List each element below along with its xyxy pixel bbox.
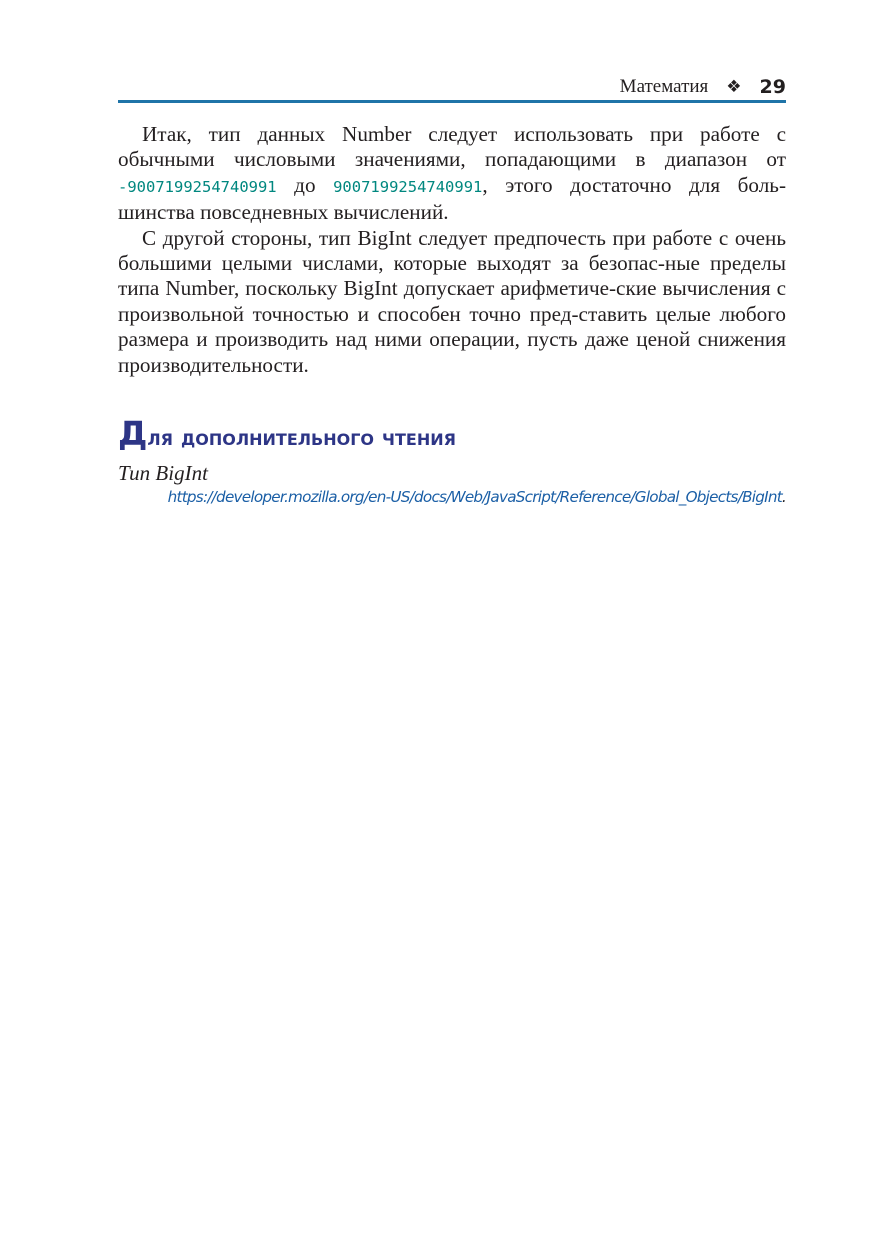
paragraph-bigint-usage: С другой стороны, тип BigInt следует предпочесть при работе с очень большими целыми числами, которые выходят за безопас-ные пределы типа Number, поскольку BigInt допускает арифметиче-ские вычисления с произвольной точностью и способен точно пред-ставить целые любого размера и производить над ними операции, пусть даже ценой снижения производительности.: [118, 225, 786, 377]
running-head: [118, 74, 786, 100]
section-heading: [118, 414, 786, 458]
reference-url-line: [142, 487, 786, 507]
reference-trailing-period: .: [781, 488, 786, 506]
code-min-safe-integer: -9007199254740991: [118, 177, 277, 196]
header-rule: [118, 100, 786, 103]
page-number: 29: [759, 76, 786, 98]
heading-text: ля дополнительного чтения: [147, 425, 456, 451]
code-max-safe-integer: 9007199254740991: [333, 177, 483, 196]
paragraph-text: до: [276, 172, 334, 197]
body-text: [118, 122, 786, 378]
heading-initial: Д: [118, 414, 148, 453]
running-head-title: Математия: [619, 76, 709, 97]
paragraph-number-usage: [118, 122, 786, 226]
reference-link[interactable]: https://developer.mozilla.org/en-US/docs/Web/JavaScript/Reference/Global_Objects/BigInt: [167, 488, 782, 506]
ornament-icon: ❖: [726, 77, 742, 97]
reference-title: Тип BigInt: [118, 461, 208, 485]
paragraph-text: , этого достаточно для боль-шинства повседневных вычислений.: [118, 172, 787, 225]
paragraph-text: Итак, тип данных Number следует использовать при работе с обычными числовыми значениями, попадающими в диапазон от: [118, 122, 786, 172]
